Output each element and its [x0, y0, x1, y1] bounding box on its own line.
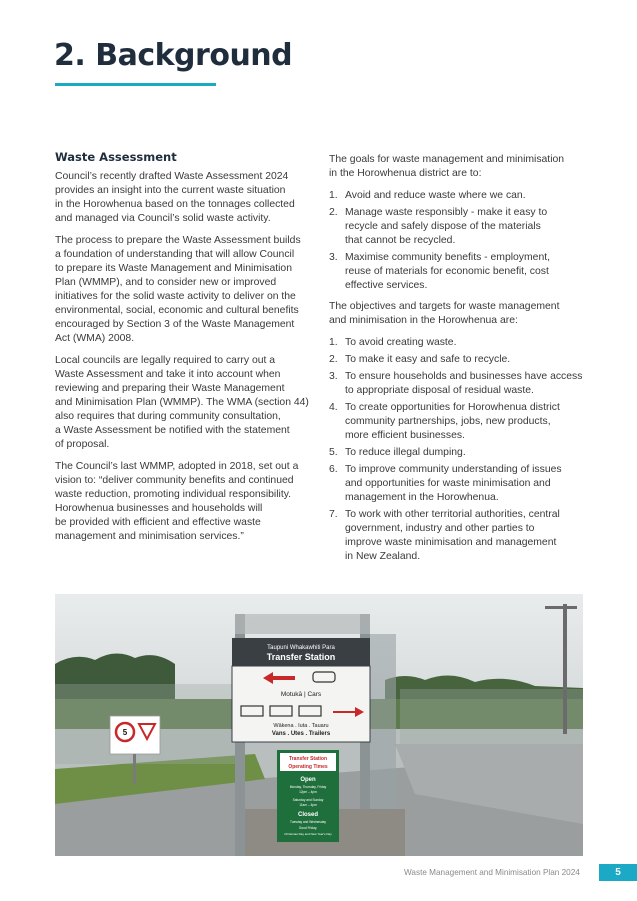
title-underline — [55, 83, 216, 86]
footer-document-title: Waste Management and Minimisation Plan 2024 — [404, 868, 580, 877]
paragraph-process: The process to prepare the Waste Assessment builds a foundation of understanding that will allow Council to prepare its Waste Management and Minimisation Plan (WMMP), and to consider new or improved initiatives for the solid waste activity to deliver on the environmental, social, economic and cultural benefits encouraged by Section 3 of the Waste Management Act (WMA) 2008. — [55, 235, 301, 344]
list-item — [329, 401, 587, 443]
list-item — [329, 370, 587, 398]
closed-note-1: Good Friday, — [298, 826, 318, 830]
list-number: 1. — [329, 337, 338, 348]
paragraph-legal-requirement: Local councils are legally required to carry out a Waste Assessment and take it into account when reviewing and preparing their Waste Management and Minimisation Plan (WMMP). The WMA (section 44) also requires that during community consultation, a Waste Assessment be notified with the statement of proposal. — [55, 355, 309, 450]
list-item — [329, 189, 587, 203]
weekend-days: Saturday and Sunday — [292, 798, 324, 802]
list-text: To ensure households and businesses have access to appropriate disposal of residual waste. — [345, 371, 583, 396]
list-item — [329, 353, 587, 367]
page-number: 5 — [599, 864, 637, 881]
list-item — [329, 463, 587, 505]
sign-subtitle: Taupuni Whakawhiti Para — [267, 645, 335, 651]
list-item — [329, 251, 587, 293]
list-text: Manage waste responsibly - make it easy to recycle and safely dispose of the materials that cannot be recycled. — [345, 207, 548, 246]
right-column — [329, 153, 587, 571]
fence-right — [400, 689, 583, 744]
objectives-intro: The objectives and targets for waste management and minimisation in the Horowhenua are: — [329, 301, 560, 326]
page-title: 2. Background — [54, 38, 293, 73]
hours-title-1: Transfer Station — [288, 756, 328, 762]
objectives-list — [329, 336, 587, 564]
goals-list — [329, 189, 587, 293]
weekend-hours: 11am – 4pm — [299, 803, 317, 807]
vans-label: Vans . Utes . Trailers — [271, 731, 331, 737]
speed-limit-value: 5 — [122, 728, 128, 737]
list-item — [329, 508, 587, 564]
list-text: To improve community understanding of issues and opportunities for waste minimisation and management in the Horowhenua. — [345, 464, 562, 503]
goals-intro: The goals for waste management and minimisation in the Horowhenua district are to: — [329, 154, 565, 179]
list-number: 3. — [329, 252, 338, 263]
hours-title-2: Operating Times — [288, 764, 328, 770]
open-label: Open — [300, 777, 316, 783]
list-item — [329, 446, 587, 460]
paragraph-previous-wmmp: The Council’s last WMMP, adopted in 2018, set out a vision to: “deliver community benefits and continued waste reduction, promoting individual responsibility. Horowhenua businesses and households will be provided with efficient and effective waste management and minimisation services.” — [55, 461, 299, 542]
list-text: To avoid creating waste. — [345, 337, 457, 348]
utility-pole — [563, 604, 567, 734]
paragraph-waste-assessment-intro: Council’s recently drafted Waste Assessment 2024 provides an insight into the current waste situation in the Horowhenua based on the tonnages collected and managed via Council’s solid waste activity. — [55, 171, 295, 224]
list-text: To make it easy and safe to recycle. — [345, 354, 511, 365]
photo-illustration — [55, 594, 583, 856]
list-number: 6. — [329, 464, 338, 475]
list-number: 7. — [329, 509, 338, 520]
list-number: 3. — [329, 371, 338, 382]
list-number: 4. — [329, 402, 338, 413]
list-text: To reduce illegal dumping. — [345, 447, 466, 458]
left-column — [55, 150, 310, 552]
closed-label: Closed — [297, 812, 319, 818]
list-number: 5. — [329, 447, 338, 458]
list-number: 2. — [329, 354, 338, 365]
list-text: To work with other territorial authorities, central government, industry and other parties to improve waste minimisation and management in New Zealand. — [345, 509, 560, 562]
closed-note-2: Christmas Day and New Year's Day — [284, 832, 332, 836]
closed-days: Tuesday and Wednesday — [290, 820, 326, 824]
list-text: Maximise community benefits - employment, reuse of materials for economic benefit, cost effective services. — [345, 252, 550, 291]
list-number: 1. — [329, 190, 338, 201]
list-item — [329, 206, 587, 248]
sign-title: Transfer Station — [266, 652, 336, 662]
gate-mesh-top — [235, 614, 370, 634]
open-days: Monday, Thursday, Friday — [289, 785, 327, 789]
list-text: To create opportunities for Horowhenua district community partnerships, jobs, new products, more efficient businesses. — [345, 402, 560, 441]
transfer-station-photo — [55, 594, 583, 856]
list-number: 2. — [329, 207, 338, 218]
cars-label: Motukā | Cars — [280, 691, 322, 698]
open-hours: 12pm – 4pm — [299, 790, 317, 794]
section-heading: Waste Assessment — [55, 150, 177, 164]
list-text: Avoid and reduce waste where we can. — [345, 190, 526, 201]
list-item — [329, 336, 587, 350]
vans-label-maori: Wākena . Iuta . Tauaru — [273, 723, 329, 729]
